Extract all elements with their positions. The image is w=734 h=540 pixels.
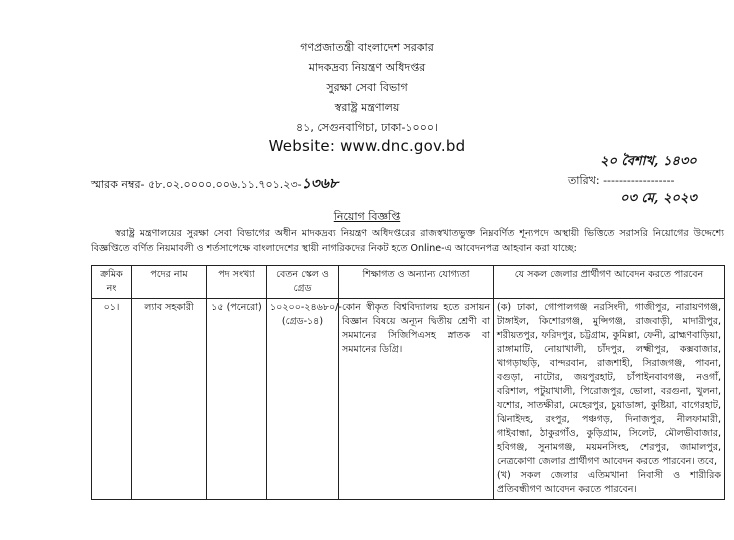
table-header-row	[92, 266, 725, 299]
notice-intro: স্বরাষ্ট্র মন্ত্রণালয়ের সুরক্ষা সেবা বিভাগের অধীন মাদকদ্রব্য নিয়ন্ত্রণ অধিদপ্তরের রাজস্বখাতভুক্ত নিম্নবর্ণিত শূন্যপদে অস্থায়ী ভিত্তিতে সরাসরি নিয়োগের উদ্দেশ্যে বিজ্ঞপ্তিতে বর্ণিত নিয়মাবলী ও শর্তসাপেক্ষে বাংলাদেশের স্থায়ী নাগরিকদের নিকট হতে Online-এ আবেদনপত্র আহবান করা যাচ্ছে:	[91, 228, 724, 254]
department-title: মাদকদ্রব্য নিয়ন্ত্রণ অধিদপ্তর	[308, 61, 426, 74]
notice-title: নিয়োগ বিজ্ঞপ্তি	[333, 210, 401, 223]
date-gregorian: ০৩ মে, ২০২৩	[620, 191, 697, 206]
memo-handwritten-number: ১৩৬৮	[301, 176, 338, 192]
cell-serial: ০১।	[92, 299, 132, 500]
table-row	[92, 299, 725, 500]
ministry-title: স্বরাষ্ট্র মন্ত্রণালয়	[334, 101, 400, 114]
cell-post: ল্যাব সহকারী	[132, 299, 207, 500]
address: ৪১, সেগুনবাগিচা, ঢাকা-১০০০।	[296, 121, 438, 134]
date-label: তারিখ:	[568, 174, 600, 187]
govt-title: গণপ্রজাতন্ত্রী বাংলাদেশ সরকার	[300, 41, 434, 54]
posts-table	[91, 265, 725, 500]
header-serial: ক্রমিক নং	[92, 266, 132, 299]
cell-districts	[494, 299, 725, 500]
header-districts: যে সকল জেলার প্রার্থীগণ আবেদন করতে পারবেন	[494, 266, 725, 299]
cell-qualification: কোন স্বীকৃত বিশ্ববিদ্যালয় হতে রসায়ন বিজ্ঞান বিষয়ে অন্যূন দ্বিতীয় শ্রেণী বা সমমানের সিজিপিএসহ স্নাতক বা সমমানের ডিগ্রি।	[339, 299, 494, 500]
date-bengali: ২০ বৈশাখ, ১৪৩০	[600, 154, 697, 169]
header-count: পদ সংখ্যা	[207, 266, 267, 299]
cell-count: ১৫ (পনেরো)	[207, 299, 267, 500]
memo-number	[91, 172, 338, 196]
date-dots: ------------------	[603, 174, 675, 187]
division-title: সুরক্ষা সেবা বিভাগ	[326, 81, 408, 94]
cell-scale: ১০২০০-২৪৬৮০/- (গ্রেড-১৪)	[267, 299, 339, 500]
header-qualification: শিক্ষাগত ও অন্যান্য যোগ্যতা	[339, 266, 494, 299]
districts-group-a: (ক) ঢাকা, গোপালগঞ্জ নরসিংদী, গাজীপুর, নারায়ণগঞ্জ, টাঙ্গাইল, কিশোরগঞ্জ, মুন্সিগঞ্জ, রাজবাড়ী, মাদারীপুর, শরীয়তপুর, ফরিদপুর, চট্টগ্রাম, কুমিল্লা, ফেনী, ব্রাহ্মণবাড়িয়া, রাঙ্গামাটি, নোয়াখালী, চাঁদপুর, লক্ষ্মীপুর, কক্সবাজার, খাগড়াছড়ি, বান্দরবান, রাজশাহী, সিরাজগঞ্জ, পাবনা, বগুড়া, নাটোর, জয়পুরহাট, চাঁপাইনবাবগঞ্জ, নওগাঁ, বরিশাল, পটুয়াখালী, পিরোজপুর, ভোলা, বরগুনা, খুলনা, যশোর, সাতক্ষীরা, মেহেরপুর, চুয়াডাঙ্গা, কুষ্টিয়া, বাগেরহাট, ঝিনাইদহ, রংপুর, পঞ্চগড়, দিনাজপুর, নীলফামারী, গাইবান্ধা, ঠাকুরগাঁও, কুড়িগ্রাম, সিলেট, মৌলভীবাজার, হবিগঞ্জ, সুনামগঞ্জ, ময়মনসিংহ, শেরপুর, জামালপুর, নেত্রকোণা জেলার প্রার্থীগণ আবেদন করতে পারবেন। তবে,	[497, 302, 721, 467]
memo-label: স্মারক নম্বর- ৫৮.০২.০০০০.০০৬.১১.৭০১.২৩-	[91, 178, 302, 191]
header-scale: বেতন স্কেল ও গ্রেড	[267, 266, 339, 299]
website-link[interactable]: Website: www.dnc.gov.bd	[268, 137, 466, 155]
header-post: পদের নাম	[132, 266, 207, 299]
districts-group-b: (খ) সকল জেলার এতিমখানা নিবাসী ও শারীরিক প্রতিবন্ধীগণ আবেদন করতে পারবেন।	[497, 470, 721, 495]
